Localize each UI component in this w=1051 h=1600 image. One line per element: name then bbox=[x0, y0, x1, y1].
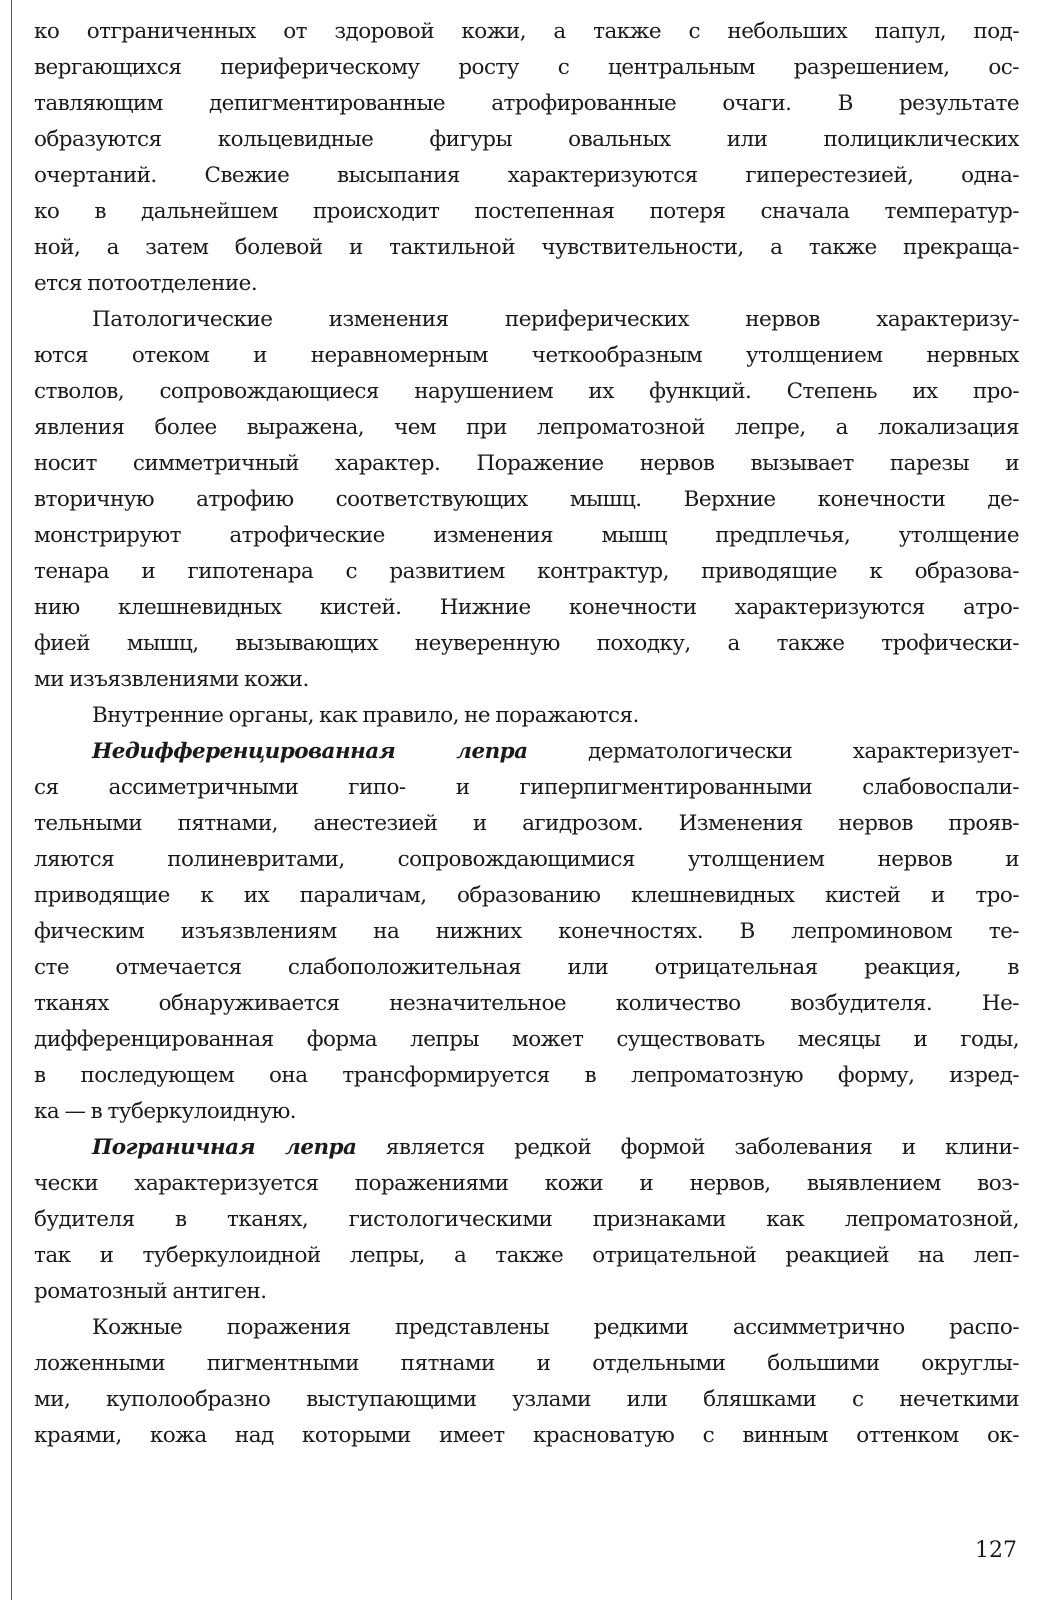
text-line: образуются кольцевидные фигуры овальных или полициклических bbox=[34, 127, 1019, 152]
text-line: тканях обнаруживается незначительное количество возбудителя. Не- bbox=[34, 991, 1019, 1016]
paragraph-5 bbox=[34, 1130, 1019, 1310]
text-line: монстрируют атрофические изменения мышц предплечья, утолщение bbox=[34, 523, 1019, 548]
text-line: Кожные поражения представлены редкими ассимметрично распо- bbox=[92, 1315, 1019, 1340]
text-line: приводящие к их параличам, образованию клешневидных кистей и тро- bbox=[34, 883, 1019, 908]
text-line: ются отеком и неравномерным четкообразным утолщением нервных bbox=[34, 343, 1019, 368]
page-text bbox=[34, 14, 1019, 1454]
text-line: тельными пятнами, анестезией и агидрозом. Изменения нервов прояв- bbox=[34, 811, 1019, 836]
text-line: очертаний. Свежие высыпания характеризуются гиперестезией, одна- bbox=[34, 163, 1019, 188]
text-line bbox=[34, 734, 1019, 770]
text-line: в последующем она трансформируется в лепроматозную форму, изред- bbox=[34, 1063, 1019, 1088]
text-line: вергающихся периферическому росту с центральным разрешением, ос- bbox=[34, 55, 1019, 80]
paragraph-1 bbox=[34, 14, 1019, 302]
text-line: дифференцированная форма лепры может существовать месяцы и годы, bbox=[34, 1027, 1019, 1052]
paragraph-6 bbox=[34, 1310, 1019, 1454]
page-number: 127 bbox=[975, 1538, 1017, 1563]
term-borderline-leprosy: Пограничная лепра bbox=[92, 1135, 357, 1160]
text-line: ся ассиметричными гипо- и гиперпигментированными слабовоспали- bbox=[34, 775, 1019, 800]
text-line: фическим изъязвлениям на нижних конечностях. В лепроминовом те- bbox=[34, 919, 1019, 944]
paragraph-3 bbox=[34, 698, 1019, 734]
text-line: ко в дальнейшем происходит постепенная потеря сначала температур- bbox=[34, 199, 1019, 224]
text-line: нию клешневидных кистей. Нижние конечности характеризуются атро- bbox=[34, 595, 1019, 620]
text-line: тенара и гипотенара с развитием контрактур, приводящие к образова- bbox=[34, 559, 1019, 584]
text-line: чески характеризуется поражениями кожи и нервов, выявлением воз- bbox=[34, 1171, 1019, 1196]
text-line: ко отграниченных от здоровой кожи, а также с небольших папул, под- bbox=[34, 19, 1019, 44]
text-line: ми, куполообразно выступающими узлами или бляшками с нечеткими bbox=[34, 1387, 1019, 1412]
text-line: тавляющим депигментированные атрофированные очаги. В результате bbox=[34, 91, 1019, 116]
paragraph-4 bbox=[34, 734, 1019, 1130]
text-line: стволов, сопровождающиеся нарушением их функций. Степень их про- bbox=[34, 379, 1019, 404]
text-line: фией мышц, вызывающих неуверенную походку, а также трофически- bbox=[34, 631, 1019, 656]
text-line: Внутренние органы, как правило, не поражаются. bbox=[92, 703, 639, 728]
text-span: дерматологически характеризует- bbox=[527, 739, 1019, 764]
text-line: краями, кожа над которыми имеет красноватую с винным оттенком ок- bbox=[34, 1423, 1019, 1448]
text-line: роматозный антиген. bbox=[34, 1279, 267, 1304]
text-line: сте отмечается слабоположительная или отрицательная реакция, в bbox=[34, 955, 1019, 980]
text-line: будителя в тканях, гистологическими признаками как лепроматозной, bbox=[34, 1207, 1019, 1232]
paragraph-2 bbox=[34, 302, 1019, 698]
text-line: ется потоотделение. bbox=[34, 271, 258, 296]
text-line: ложенными пигментными пятнами и отдельными большими округлы- bbox=[34, 1351, 1019, 1376]
text-line: ка — в туберкулоидную. bbox=[34, 1099, 297, 1124]
text-line: ной, а затем болевой и тактильной чувствительности, а также прекраща- bbox=[34, 235, 1019, 260]
text-line: ляются полиневритами, сопровождающимися утолщением нервов и bbox=[34, 847, 1019, 872]
text-line: ми изъязвлениями кожи. bbox=[34, 667, 309, 692]
text-span: является редкой формой заболевания и клини- bbox=[356, 1135, 1019, 1160]
text-line: Патологические изменения периферических нервов характеризу- bbox=[92, 307, 1019, 332]
term-undifferentiated-leprosy: Недифференцированная лепра bbox=[92, 739, 528, 764]
text-line: явления более выражена, чем при лепроматозной лепре, а локализация bbox=[34, 415, 1019, 440]
page-edge-line bbox=[11, 0, 12, 1600]
text-line bbox=[34, 1130, 1019, 1166]
text-line: так и туберкулоидной лепры, а также отрицательной реакцией на леп- bbox=[34, 1243, 1019, 1268]
text-line: вторичную атрофию соответствующих мышц. Верхние конечности де- bbox=[34, 487, 1019, 512]
text-line: носит симметричный характер. Поражение нервов вызывает парезы и bbox=[34, 451, 1019, 476]
